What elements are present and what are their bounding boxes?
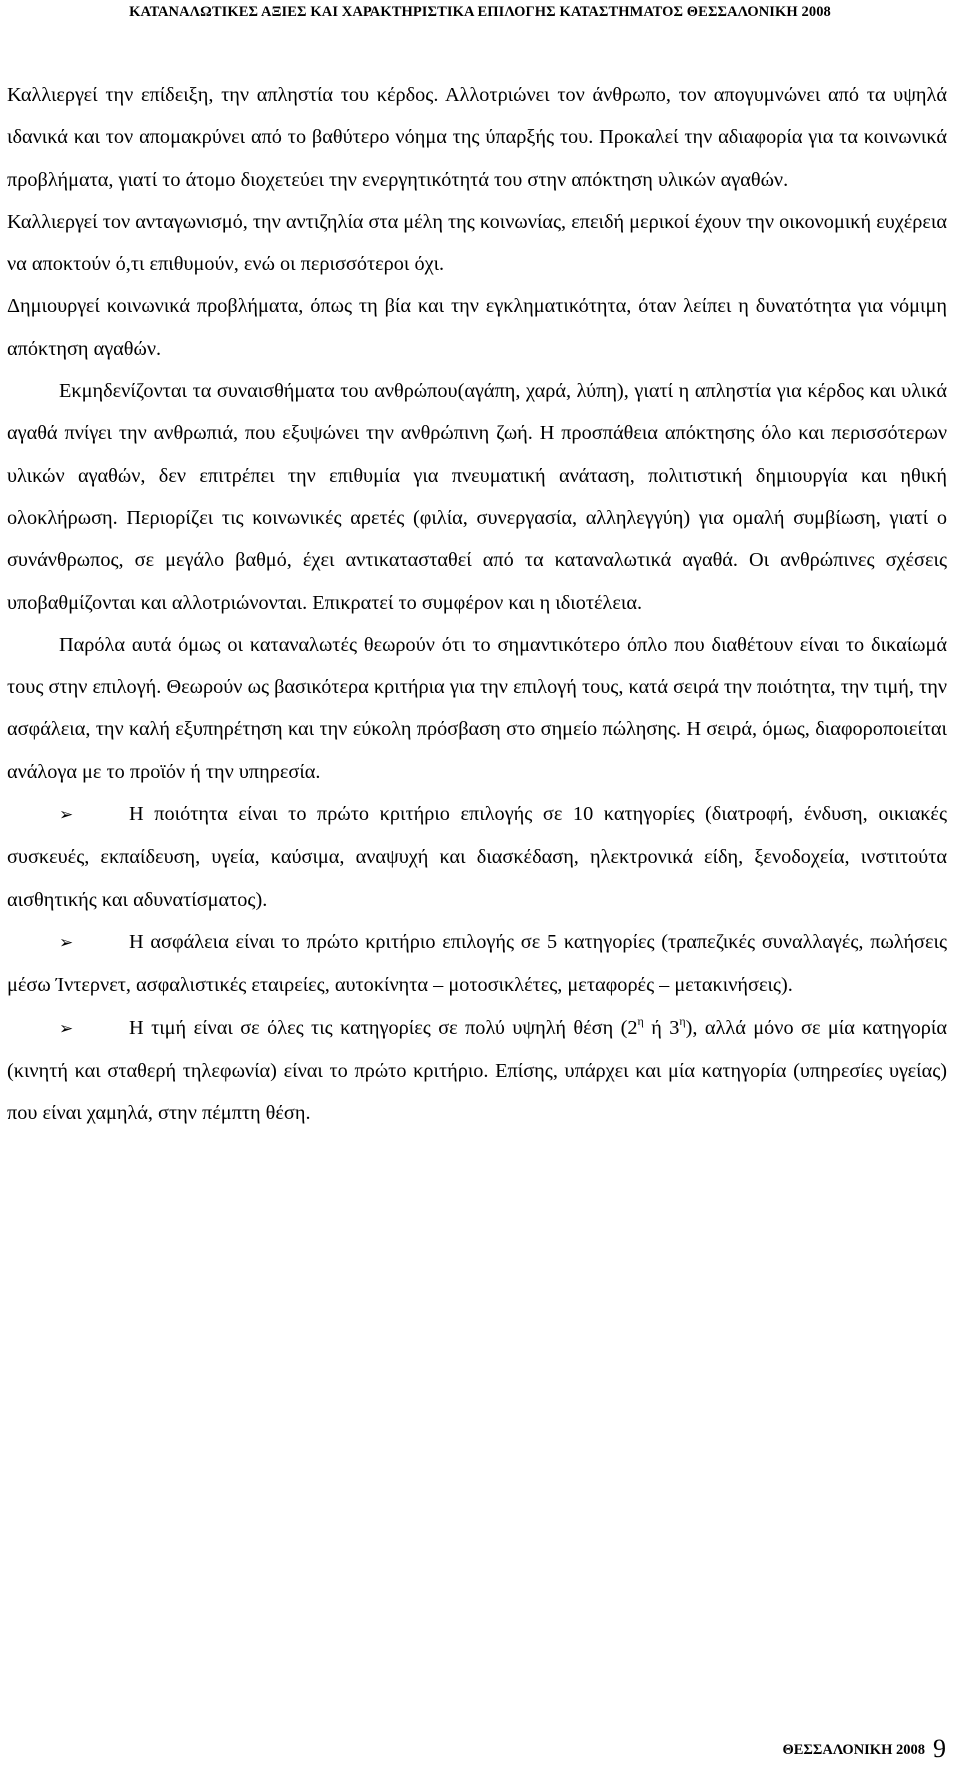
paragraph-consumer-choice: Παρόλα αυτά όμως οι καταναλωτές θεωρούν ότι το σημαντικότερο όπλο που διαθέτουν είναι το δικαίωμά τους στην επιλογή. Θεωρούν ως βασικότερα κριτήρια για την επιλογή τους, κατά σειρά την ποιότητα, την τιμή, την ασφάλεια, την καλή εξυπηρέτηση και την εύκολη πρόσβαση στο σημείο πώλησης. Η σειρά, όμως, διαφοροποιείται ανάλογα με το προϊόν ή την υπηρεσία. [7,633,947,783]
bullet-price [7,1007,947,1135]
paragraph-alienation: Καλλιεργεί την επίδειξη, την απληστία του κέρδος. Αλλοτριώνει τον άνθρωπο, τον απογυμνώνει από τα υψηλά ιδανικά και τον απομακρύνει από το βαθύτερο νόημα της ύπαρξής του. Προκαλεί την αδιαφορία για τα κοινωνικά προβλήματα, γιατί το άτομο διοχετεύει την ενεργητικότητά του στην απόκτηση υλικών αγαθών. [7,84,947,191]
bullet-price-text-2: ή 3 [643,1016,680,1039]
bullet-quality-text: Η ποιότητα είναι το πρώτο κριτήριο επιλογής σε 10 κατηγορίες (διατροφή, ένδυση, οικιακές συσκευές, εκπαίδευση, υγεία, καύσιμα, αναψυχή και διασκέδαση, ηλεκτρονικά είδη, ξενοδοχεία, ινστιτούτα αισθητικής και αδυνατίσματος). [7,803,947,911]
bullet-safety-text: Η ασφάλεια είναι το πρώτο κριτήριο επιλογής σε 5 κατηγορίες (τραπεζικές συναλλαγές, πωλήσεις μέσω Ίντερνετ, ασφαλιστικές εταιρείες, αυτοκίνητα – μοτοσικλέτες, μεταφορές – μετακινήσεις). [7,930,947,997]
page-number: 9 [933,1734,946,1763]
footer-city: ΘΕΣΣΑΛΟΝΙΚΗ 2008 [782,1742,925,1758]
ordinal-superscript: η [637,1013,644,1028]
bullet-price-text-3: ), αλλά μόνο σε μία κατηγορία (κινητή και σταθερή τηλεφωνία) είναι το πρώτο κριτήριο. Επίσης, υπάρχει και μία κατηγορία (υπηρεσίες υγείας) που είναι χαμηλά, στην πέμπτη θέση. [7,1016,947,1125]
arrow-bullet-icon: ➢ [59,1018,74,1039]
body-text [7,74,947,1134]
bullet-price-text-1: Η τιμή είναι σε όλες τις κατηγορίες σε πολύ υψηλή θέση (2 [129,1016,638,1039]
bullet-quality [7,793,947,921]
paragraph-social-problems: Δημιουργεί κοινωνικά προβλήματα, όπως τη βία και την εγκληματικότητα, όταν λείπει η δυνατότητα για νόμιμη απόκτηση αγαθών. [7,295,947,360]
page-footer [782,1734,946,1764]
arrow-bullet-icon: ➢ [59,932,74,953]
running-header: ΚΑΤΑΝΑΛΩΤΙΚΕΣ ΑΞΙΕΣ ΚΑΙ ΧΑΡΑΚΤΗΡΙΣΤΙΚΑ ΕΠΙΛΟΓΗΣ ΚΑΤΑΣΤΗΜΑΤΟΣ ΘΕΣΣΑΛΟΝΙΚΗ 2008 [129,4,831,20]
ordinal-superscript: η [679,1013,686,1028]
paragraph-emotions: Εκμηδενίζονται τα συναισθήματα του ανθρώπου(αγάπη, χαρά, λύπη), γιατί η απληστία για κέρδος και υλικά αγαθά πνίγει την ανθρωπιά, που εξυψώνει την ανθρώπινη ζωή. Η προσπάθεια απόκτησης όλο και περισσότερων υλικών αγαθών, δεν επιτρέπει την επιθυμία για πνευματική ανάταση, πολιτιστική δημιουργία και ηθική ολοκλήρωση. Περιορίζει τις κοινωνικές αρετές (φιλία, συνεργασία, αλληλεγγύη) για ομαλή συμβίωση, γιατί ο συνάνθρωπος, σε μεγάλο βαθμό, έχει αντικατασταθεί από τα καταναλωτικά αγαθά. Οι ανθρώπινες σχέσεις υποβαθμίζονται και αλλοτριώνονται. Επικρατεί το συμφέρον και η ιδιοτέλεια. [7,380,947,614]
arrow-bullet-icon: ➢ [59,805,74,826]
paragraph-competition: Καλλιεργεί τον ανταγωνισμό, την αντιζηλία στα μέλη της κοινωνίας, επειδή μερικοί έχουν την οικονομική ευχέρεια να αποκτούν ό,τι επιθυμούν, ενώ οι περισσότεροι όχι. [7,210,947,276]
bullet-safety [7,921,947,1007]
